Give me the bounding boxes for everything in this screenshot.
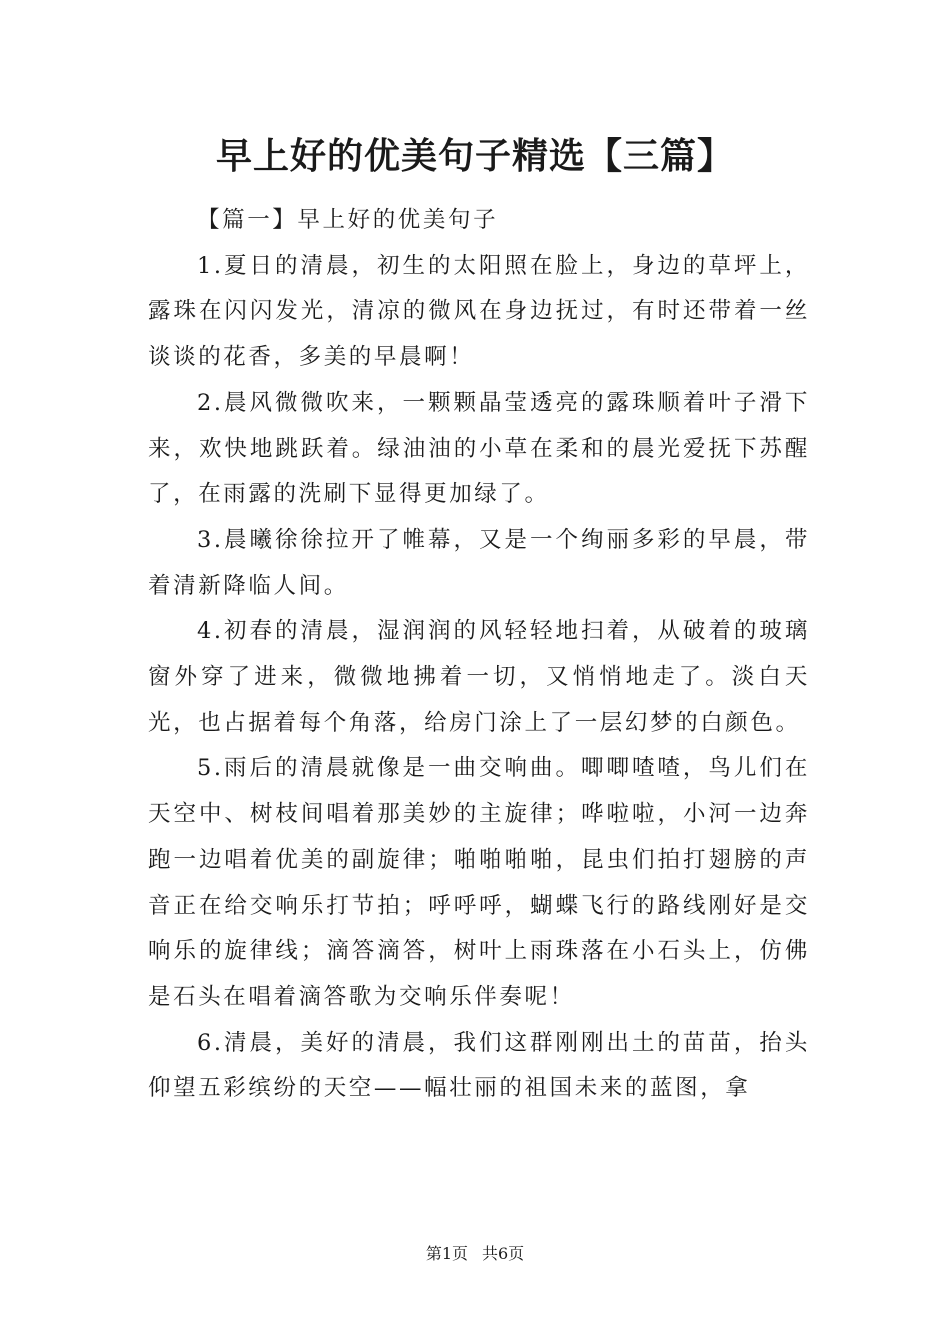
document-body [148,198,810,1112]
page-number: 第1页 [425,1244,468,1263]
paragraph-2: 2.晨风微微吹来，一颗颗晶莹透亮的露珠顺着叶子滑下来，欢快地跳跃着。绿油油的小草在柔和的晨光爱抚下苏醒了，在雨露的洗刷下显得更加绿了。 [148,389,810,508]
paragraph-6: 6.清晨，美好的清晨，我们这群刚刚出土的苗苗，抬头仰望五彩缤纷的天空——幅壮丽的祖国未来的蓝图，拿 [148,1029,810,1102]
document-title: 早上好的优美句子精选【三篇】 [215,135,734,177]
paragraph-5: 5.雨后的清晨就像是一曲交响曲。唧唧喳喳，鸟儿们在天空中、树枝间唱着那美妙的主旋律；哗啦啦，小河一边奔跑一边唱着优美的副旋律；啪啪啪啪，昆虫们拍打翅膀的声音正在给交响乐打节拍；呼呼呼，蝴蝶飞行的路线刚好是交响乐的旋律线；滴答滴答，树叶上雨珠落在小石头上，仿佛是石头在唱着滴答歌为交响乐伴奏呢！ [148,755,810,1010]
paragraph-1: 1.夏日的清晨，初生的太阳照在脸上，身边的草坪上，露珠在闪闪发光，清凉的微风在身边抚过，有时还带着一丝谈谈的花香，多美的早晨啊！ [148,252,810,371]
page-total: 共6页 [482,1244,525,1263]
paragraph-3: 3.晨曦徐徐拉开了帷幕，又是一个绚丽多彩的早晨，带着清新降临人间。 [148,526,810,599]
page-footer [0,1244,950,1264]
paragraph-4: 4.初春的清晨，湿润润的风轻轻地扫着，从破着的玻璃窗外穿了进来，微微地拂着一切，又悄悄地走了。淡白天光，也占据着每个角落，给房门涂上了一层幻梦的白颜色。 [148,618,810,736]
section-heading: 【篇一】早上好的优美句子 [197,207,499,233]
